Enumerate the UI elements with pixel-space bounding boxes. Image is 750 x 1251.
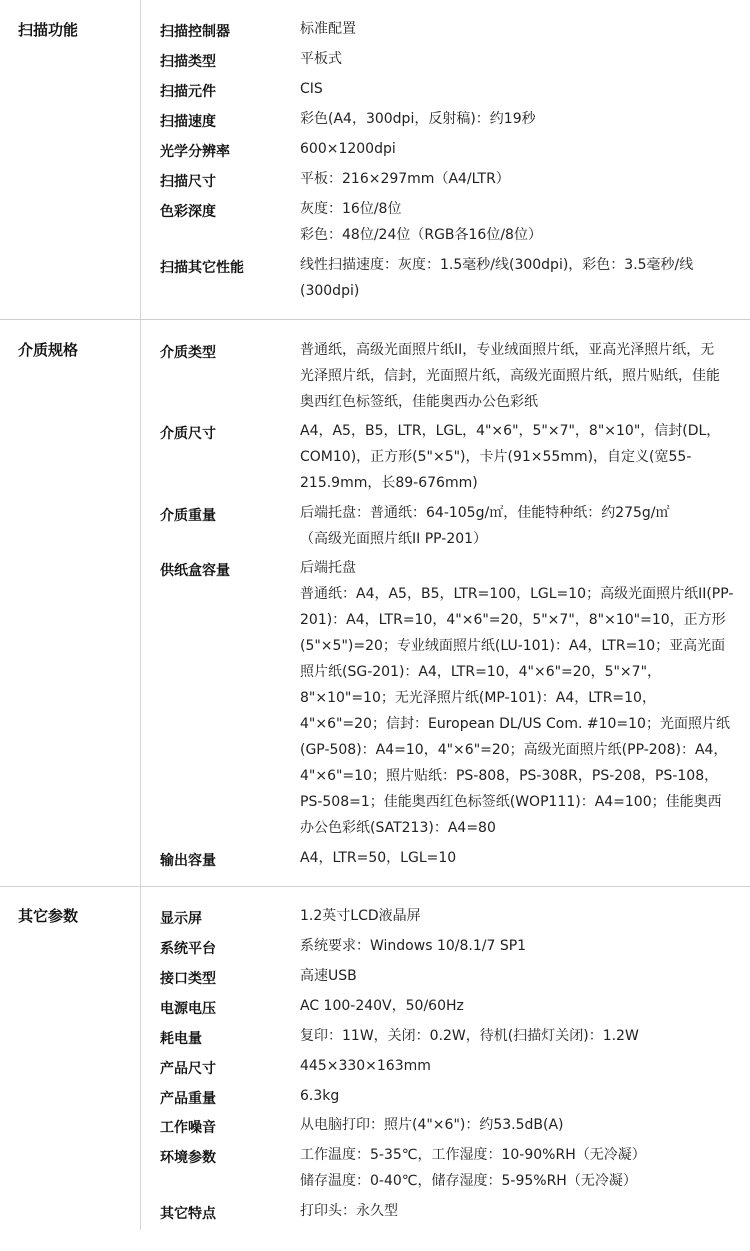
spec-key: 扫描控制器 xyxy=(160,24,230,40)
spec-key: 扫描类型 xyxy=(160,54,216,70)
spec-key: 扫描尺寸 xyxy=(160,174,216,190)
spec-value xyxy=(300,418,740,496)
spec-value-line: 1.2英寸LCD液晶屏 xyxy=(300,908,421,924)
section-divider xyxy=(0,319,750,320)
spec-value xyxy=(300,555,740,841)
spec-value-line: 445×330×163mm xyxy=(300,1058,431,1074)
spec-value-line: (300dpi) xyxy=(300,283,360,299)
spec-value-line: 线性扫描速度：灰度：1.5毫秒/线(300dpi)，彩色：3.5毫秒/线 xyxy=(300,257,694,273)
spec-key: 扫描元件 xyxy=(160,84,216,100)
spec-value-line: 后端托盘：普通纸：64-105g/㎡，佳能特种纸：约275g/㎡ xyxy=(300,505,670,521)
spec-value-line: 办公色彩纸(SAT213)：A4=80 xyxy=(300,820,496,836)
spec-value-line: A4，A5，B5，LTR，LGL，4"×6"，5"×7"，8"×10"，信封(DL， xyxy=(300,423,721,439)
spec-key: 产品重量 xyxy=(160,1091,216,1107)
spec-value-line: 600×1200dpi xyxy=(300,141,396,157)
spec-key: 产品尺寸 xyxy=(160,1061,216,1077)
spec-value xyxy=(300,1112,740,1138)
spec-value-line: （高级光面照片纸II PP-201） xyxy=(300,531,488,547)
spec-value xyxy=(300,106,740,132)
spec-value xyxy=(300,963,740,989)
spec-value-line: 复印：11W，关闭：0.2W，待机(扫描灯关闭)：1.2W xyxy=(300,1028,639,1044)
spec-value xyxy=(300,136,740,162)
spec-key: 介质尺寸 xyxy=(160,426,216,442)
spec-value-line: 奥西红色标签纸，佳能奥西办公色彩纸 xyxy=(300,394,538,410)
spec-key: 接口类型 xyxy=(160,971,216,987)
spec-value-line: 215.9mm，长89-676mm) xyxy=(300,475,478,491)
spec-value xyxy=(300,1142,740,1194)
spec-key: 系统平台 xyxy=(160,941,216,957)
spec-value-line: 光泽照片纸，信封，光面照片纸，高级光面照片纸，照片贴纸，佳能 xyxy=(300,368,720,384)
spec-key: 输出容量 xyxy=(160,853,216,869)
spec-key: 电源电压 xyxy=(160,1001,216,1017)
spec-value xyxy=(300,252,740,304)
spec-value-line: 普通纸，高级光面照片纸II，专业绒面照片纸，亚高光泽照片纸，无 xyxy=(300,342,715,358)
spec-key: 色彩深度 xyxy=(160,204,216,220)
spec-value xyxy=(300,500,740,552)
spec-value xyxy=(300,933,740,959)
spec-value-line: 工作温度：5-35℃，工作湿度：10-90%RH（无冷凝） xyxy=(300,1147,646,1163)
spec-value-line: 灰度：16位/8位 xyxy=(300,201,402,217)
column-divider xyxy=(140,0,141,1230)
spec-value xyxy=(300,16,740,42)
spec-value-line: 储存温度：0-40℃，储存湿度：5-95%RH（无冷凝） xyxy=(300,1173,637,1189)
spec-key: 扫描速度 xyxy=(160,114,216,130)
spec-key: 耗电量 xyxy=(160,1031,202,1047)
spec-value-line: 彩色：48位/24位（RGB各16位/8位） xyxy=(300,227,542,243)
spec-value-line: (GP-508)：A4=10，4"×6"=20；高级光面照片纸(PP-208)：A4， xyxy=(300,742,728,758)
spec-key: 其它特点 xyxy=(160,1206,216,1222)
spec-value-line: COM10)，正方形(5"×5")，卡片(91×55mm)，自定义(宽55- xyxy=(300,449,692,465)
spec-value xyxy=(300,337,740,415)
spec-value-line: 从电脑打印：照片(4"×6")：约53.5dB(A) xyxy=(300,1117,564,1133)
spec-value xyxy=(300,76,740,102)
spec-key: 光学分辨率 xyxy=(160,144,230,160)
spec-value-line: 普通纸：A4，A5，B5，LTR=100，LGL=10；高级光面照片纸II(PP- xyxy=(300,586,734,602)
spec-value xyxy=(300,1198,740,1224)
spec-value-line: 4"×6"=20；信封：European DL/US Com. #10=10；光面照片纸 xyxy=(300,716,730,732)
spec-value-line: PS-508=1；佳能奥西红色标签纸(WOP111)：A4=100；佳能奥西 xyxy=(300,794,722,810)
spec-key: 介质类型 xyxy=(160,345,216,361)
spec-value-line: A4，LTR=50，LGL=10 xyxy=(300,850,457,866)
spec-value-line: 平板式 xyxy=(300,51,342,67)
spec-value-line: CIS xyxy=(300,81,323,97)
spec-value xyxy=(300,845,740,871)
spec-value-line: 打印头：永久型 xyxy=(300,1203,398,1219)
spec-value xyxy=(300,993,740,1019)
spec-key: 环境参数 xyxy=(160,1150,216,1166)
spec-value xyxy=(300,1083,740,1109)
spec-value xyxy=(300,1053,740,1079)
spec-value-line: 后端托盘 xyxy=(300,560,356,576)
spec-value xyxy=(300,1023,740,1049)
spec-value-line: 系统要求：Windows 10/8.1/7 SP1 xyxy=(300,938,527,954)
spec-value-line: (5"×5")=20；专业绒面照片纸(LU-101)：A4，LTR=10；亚高光面 xyxy=(300,638,726,654)
section-title: 扫描功能 xyxy=(18,21,79,39)
spec-value xyxy=(300,166,740,192)
spec-value-line: 照片纸(SG-201)：A4，LTR=10，4"×6"=20，5"×7"， xyxy=(300,664,662,680)
section-divider xyxy=(0,886,750,887)
spec-value xyxy=(300,903,740,929)
spec-value-line: 彩色(A4，300dpi，反射稿)：约19秒 xyxy=(300,111,536,127)
spec-value-line: 高速USB xyxy=(300,968,357,984)
spec-key: 扫描其它性能 xyxy=(160,260,244,276)
spec-key: 工作噪音 xyxy=(160,1120,216,1136)
spec-value-line: AC 100-240V，50/60Hz xyxy=(300,998,464,1014)
spec-key: 供纸盒容量 xyxy=(160,563,230,579)
spec-key: 介质重量 xyxy=(160,508,216,524)
spec-value xyxy=(300,46,740,72)
spec-value-line: 平板：216×297mm（A4/LTR） xyxy=(300,171,510,187)
spec-value-line: 201)：A4，LTR=10，4"×6"=20，5"×7"，8"×10"=10，正方形 xyxy=(300,612,726,628)
section-title: 其它参数 xyxy=(18,907,79,925)
spec-value-line: 4"×6"=10；照片贴纸：PS-808，PS-308R，PS-208，PS-108， xyxy=(300,768,719,784)
section-title: 介质规格 xyxy=(18,341,79,359)
spec-value-line: 6.3kg xyxy=(300,1088,340,1104)
spec-value xyxy=(300,196,740,248)
spec-value-line: 标准配置 xyxy=(300,21,356,37)
spec-value-line: 8"×10"=10；无光泽照片纸(MP-101)：A4，LTR=10， xyxy=(300,690,656,706)
spec-key: 显示屏 xyxy=(160,911,202,927)
